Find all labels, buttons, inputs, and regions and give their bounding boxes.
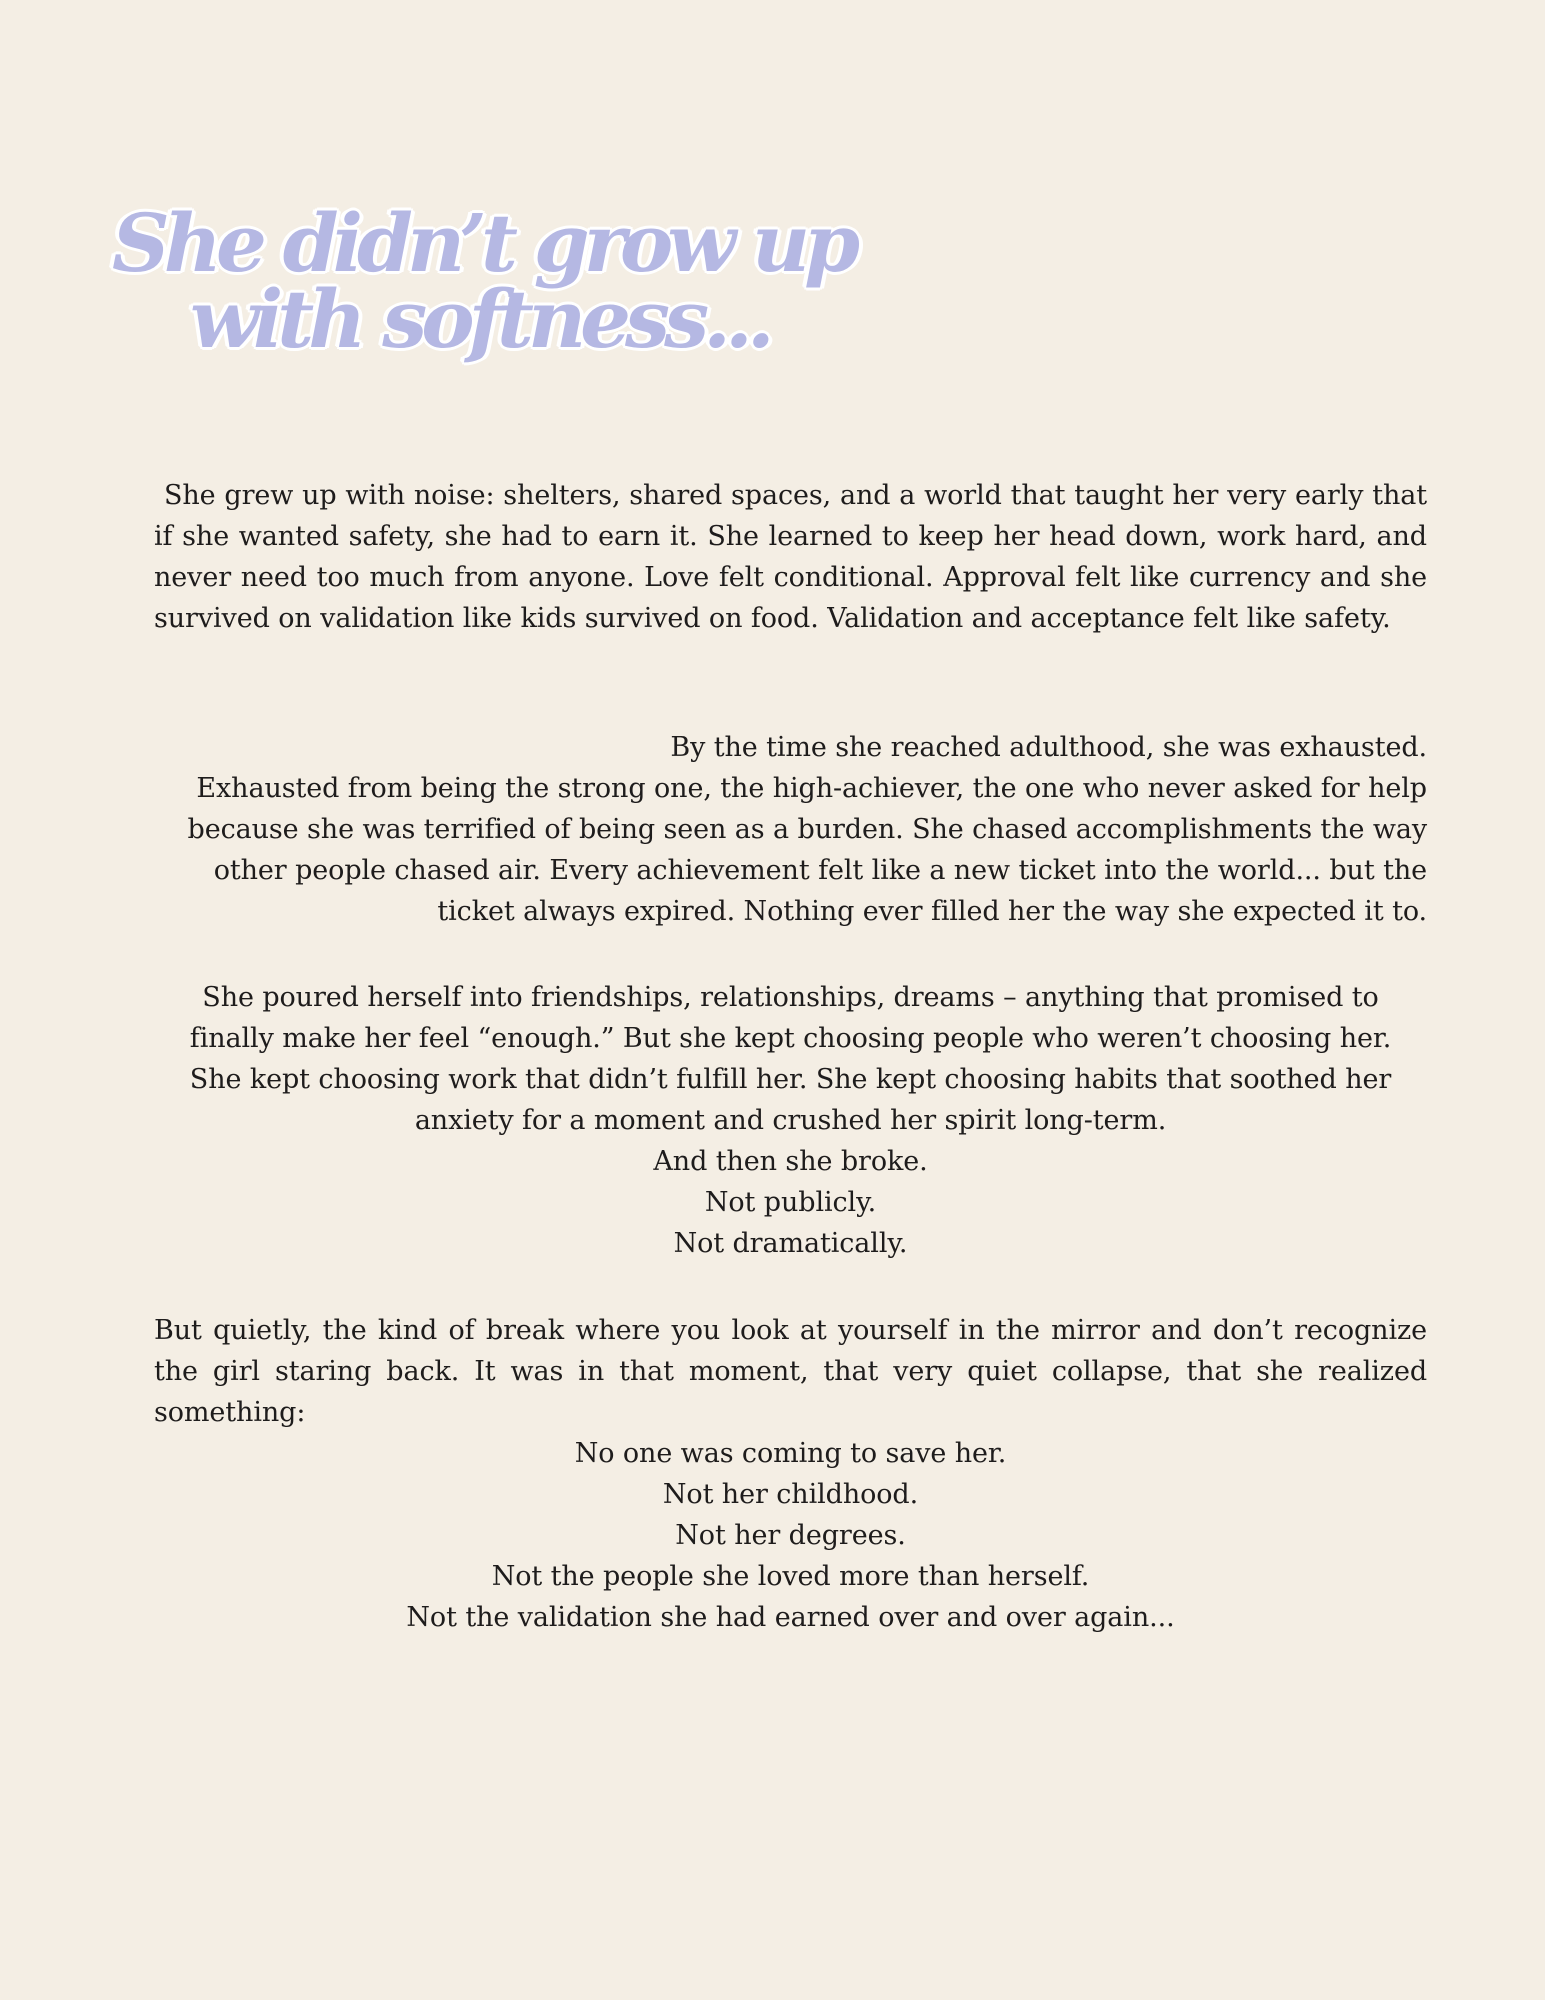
paragraph-3-line: And then she broke. — [653, 1146, 928, 1177]
paragraph-3 — [154, 977, 1427, 1264]
paragraph-4-line: Not her childhood. — [662, 1479, 919, 1510]
paragraph-3-line: Not dramatically. — [673, 1228, 908, 1259]
paragraph-4-line: Not the validation she had earned over and over again... — [406, 1602, 1175, 1633]
paragraph-2 — [154, 727, 1427, 932]
paragraph-3-line: She kept choosing work that didn’t fulfill her. She kept choosing habits that soothed her — [189, 1064, 1392, 1095]
paragraph-4-text: But quietly, the kind of break where you look at yourself in the mirror and don’t recognize the girl staring back. It was in that moment, that very quiet collapse, that she realized something: — [154, 1315, 1427, 1428]
paragraph-4-list — [154, 1433, 1427, 1638]
paragraph-2-line: By the time she reached adulthood, she was exhausted. — [670, 732, 1427, 763]
paragraph-3-line: She poured herself into friendships, relationships, dreams – anything that promised to — [202, 982, 1379, 1013]
paragraph-1-text: She grew up with noise: shelters, shared spaces, and a world that taught her very early that if she wanted safety, she had to earn it. She learned to keep her head down, work hard, and never need too much from anyone. Love felt conditional. Approval felt like currency and she survived on validation like kids survived on food. Validation and acceptance felt like safety. — [154, 480, 1427, 634]
paragraph-4-line: Not the people she loved more than herself. — [491, 1561, 1090, 1592]
paragraph-4-line: Not her degrees. — [675, 1520, 906, 1551]
title-line-2: with softness... — [190, 272, 769, 366]
paragraph-3-line: Not publicly. — [704, 1187, 877, 1218]
paragraph-2-line: Exhausted from being the strong one, the high-achiever, the one who never asked for help — [196, 773, 1427, 804]
paragraph-3-line: anxiety for a moment and crushed her spirit long-term. — [414, 1105, 1167, 1136]
paragraph-1 — [154, 475, 1427, 639]
paragraph-4 — [154, 1310, 1427, 1638]
page-title — [112, 196, 952, 366]
paragraph-3-line: finally make her feel “enough.” But she kept choosing people who weren’t choosing her. — [189, 1023, 1392, 1054]
title-line-1: She didn’t grow up — [112, 196, 855, 290]
paragraph-2-line: other people chased air. Every achievement felt like a new ticket into the world... but the — [213, 855, 1427, 886]
paragraph-2-line: because she was terrified of being seen as a burden. She chased accomplishments the way — [187, 814, 1427, 845]
paragraph-4-line: No one was coming to save her. — [574, 1438, 1007, 1469]
paragraph-2-line: ticket always expired. Nothing ever filled her the way she expected it to. — [437, 896, 1427, 927]
